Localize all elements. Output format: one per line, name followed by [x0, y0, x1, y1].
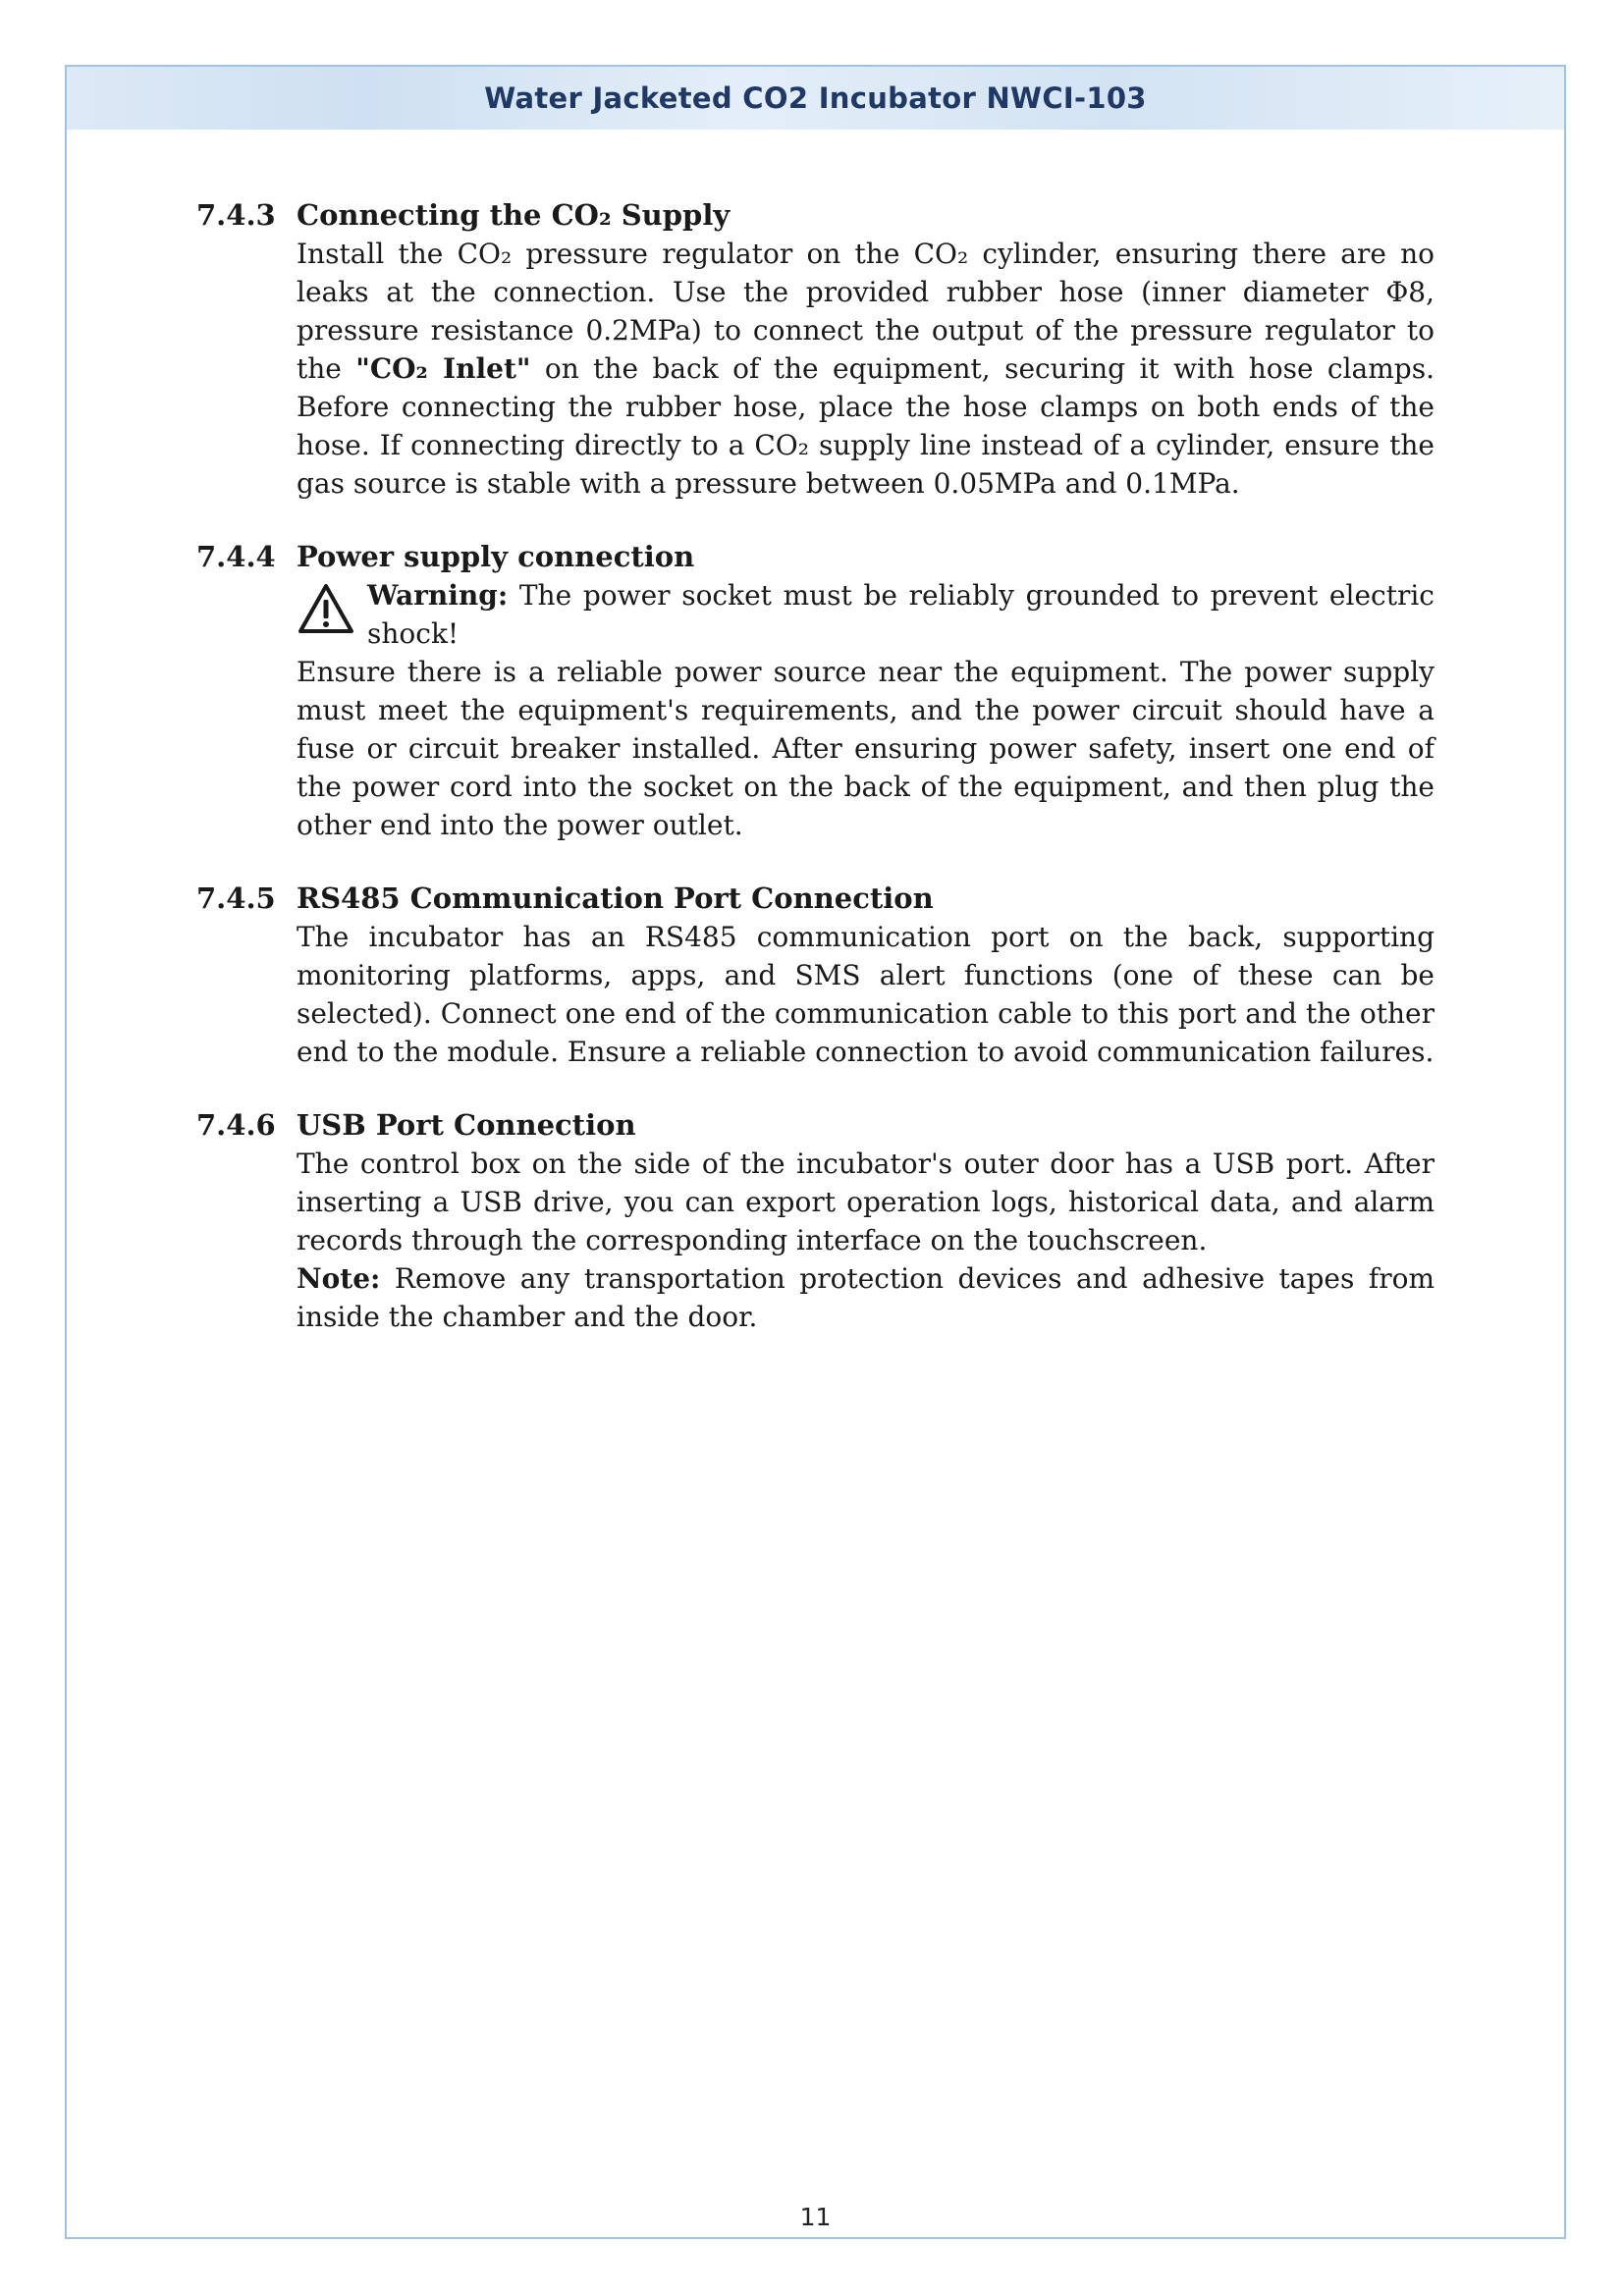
section-number: 7.4.5 — [196, 881, 276, 915]
warning-callout — [297, 576, 1435, 653]
header-title: Water Jacketed CO2 Incubator NWCI-103 — [484, 81, 1147, 115]
section-heading — [196, 1106, 1435, 1145]
section-body — [297, 576, 1435, 844]
note-text: Remove any transportation protection devices and adhesive tapes from inside the chamber and the door. — [297, 1262, 1435, 1333]
note-paragraph — [297, 1259, 1435, 1336]
section-title: USB Port Connection — [297, 1108, 636, 1142]
section-co2-supply — [196, 196, 1435, 503]
section-title: RS485 Communication Port Connection — [297, 881, 934, 915]
body-text: on the back of the equipment, securing it with hose clamps. Before connecting the rubber hose, place the hose clamps on both ends of the hose. If connecting directly to a CO₂ supply line instead of a cylinder, ensure the gas source is stable with a pressure between 0.05MPa and 0.1MPa. — [297, 352, 1435, 500]
paragraph: Ensure there is a reliable power source near the equipment. The power supply must meet the equipment's requirements, and the power circuit should have a fuse or circuit breaker installed. After ensuring power safety, insert one end of the power cord into the socket on the back of the equipment, and then plug the other end into the power outlet. — [297, 656, 1435, 841]
body-text: Install the CO₂ pressure regulator on the CO₂ cylinder, ensuring there are no leaks at the connection. Use the provided rubber hose (inner diameter Φ8, pressure resistance 0.2MPa) to connect the output of the pressure regulator to the — [297, 238, 1435, 385]
warning-triangle-icon — [297, 582, 355, 637]
section-power-supply — [196, 538, 1435, 844]
section-usb-port — [196, 1106, 1435, 1336]
paragraph — [297, 235, 1435, 503]
section-title: Power supply connection — [297, 540, 695, 573]
section-title: Connecting the CO₂ Supply — [297, 198, 731, 232]
section-body — [297, 235, 1435, 503]
section-number: 7.4.3 — [196, 198, 276, 232]
paragraph: The control box on the side of the incubator's outer door has a USB port. After inserting a USB drive, you can export operation logs, historical data, and alarm records through the corresponding interface on the touchscreen. — [297, 1148, 1435, 1256]
section-heading — [196, 880, 1435, 918]
warning-text — [367, 576, 1435, 653]
section-number: 7.4.6 — [196, 1108, 276, 1142]
page-number: 11 — [799, 2203, 832, 2231]
main-content — [196, 196, 1435, 1371]
warning-label: Warning: — [367, 579, 509, 612]
section-rs485 — [196, 880, 1435, 1071]
section-heading — [196, 196, 1435, 235]
section-number: 7.4.4 — [196, 540, 276, 573]
section-body — [297, 918, 1435, 1071]
paragraph: The incubator has an RS485 communication port on the back, supporting monitoring platforms, apps, and SMS alert functions (one of these can be selected). Connect one end of the communication cable to this port and the other end to the module. Ensure a reliable connection to avoid communication failures. — [297, 921, 1435, 1068]
page-header — [67, 67, 1564, 130]
section-heading — [196, 538, 1435, 576]
note-label: Note: — [297, 1262, 381, 1295]
section-body — [297, 1145, 1435, 1336]
co2-inlet-label: "CO₂ Inlet" — [355, 352, 531, 385]
warning-message: The power socket must be reliably grounded to prevent electric shock! — [367, 579, 1435, 650]
